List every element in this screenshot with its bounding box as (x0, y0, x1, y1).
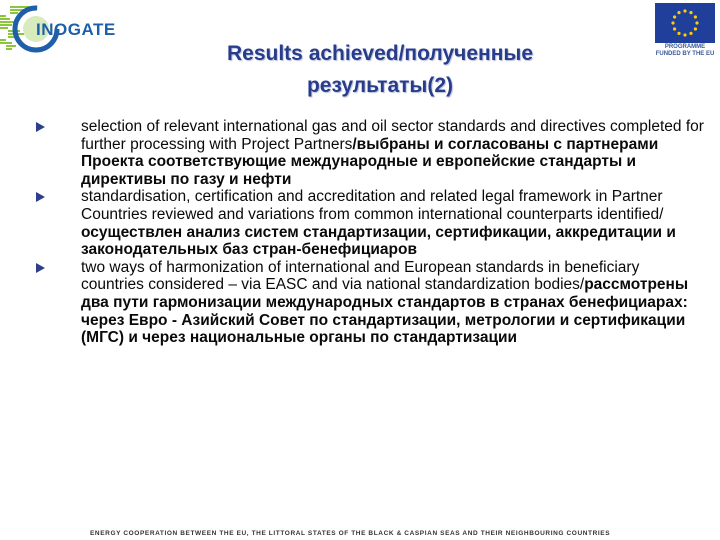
item-text-en: standardisation, certification and accreditation and related legal framework in Partner Countries reviewed and variations from common international counterparts identified/ (81, 188, 664, 223)
title-line-1: Results achieved/полученные (227, 42, 533, 65)
item-text-ru: рассмотрены два пути гармонизации международных стандартов в странах бенефициарах: через Евро - Азийский Совет по стандартизации, метрологии и сертификации (МГС) и через национальные органы по стандартизации (81, 276, 689, 347)
results-list (36, 118, 706, 347)
results-list-item (36, 118, 706, 188)
item-text-ru: осуществлен анализ систем стандартизации, сертификации, аккредитации и законодательных баз стран-бенефициаров (81, 223, 676, 259)
logo-text: INOGATE (36, 20, 116, 39)
results-list-item (36, 259, 706, 347)
slide-title (120, 38, 640, 102)
item-text-en: two ways of harmonization of international and European standards in beneficiary countries considered – via EASC and via national standardization bodies/ (81, 258, 640, 294)
bullet-arrow-icon (36, 122, 45, 132)
bullet-arrow-icon (36, 192, 45, 202)
footer-tagline: ENERGY COOPERATION BETWEEN THE EU, THE LITTORAL STATES OF THE BLACK & CASPIAN SEAS AND THEIR NEIGHBOURING COUNTRIES (90, 530, 611, 537)
eu-flag-icon (655, 3, 715, 43)
inogate-logo (0, 0, 140, 70)
results-list-item (36, 188, 706, 258)
eu-badge-caption: PROGRAMME FUNDED BY THE EU (655, 44, 715, 57)
eu-funding-badge (653, 3, 717, 65)
item-text-ru: /выбраны и согласованы с партнерами Проекта соответствующие международные и европейские стандарты и директивы по газу и нефти (81, 135, 659, 188)
bullet-arrow-icon (36, 263, 45, 273)
title-line-2: результаты(2) (306, 74, 454, 97)
item-text-en: selection of relevant international gas and oil sector standards and directives completed for further processing with Project Partners (81, 118, 704, 153)
